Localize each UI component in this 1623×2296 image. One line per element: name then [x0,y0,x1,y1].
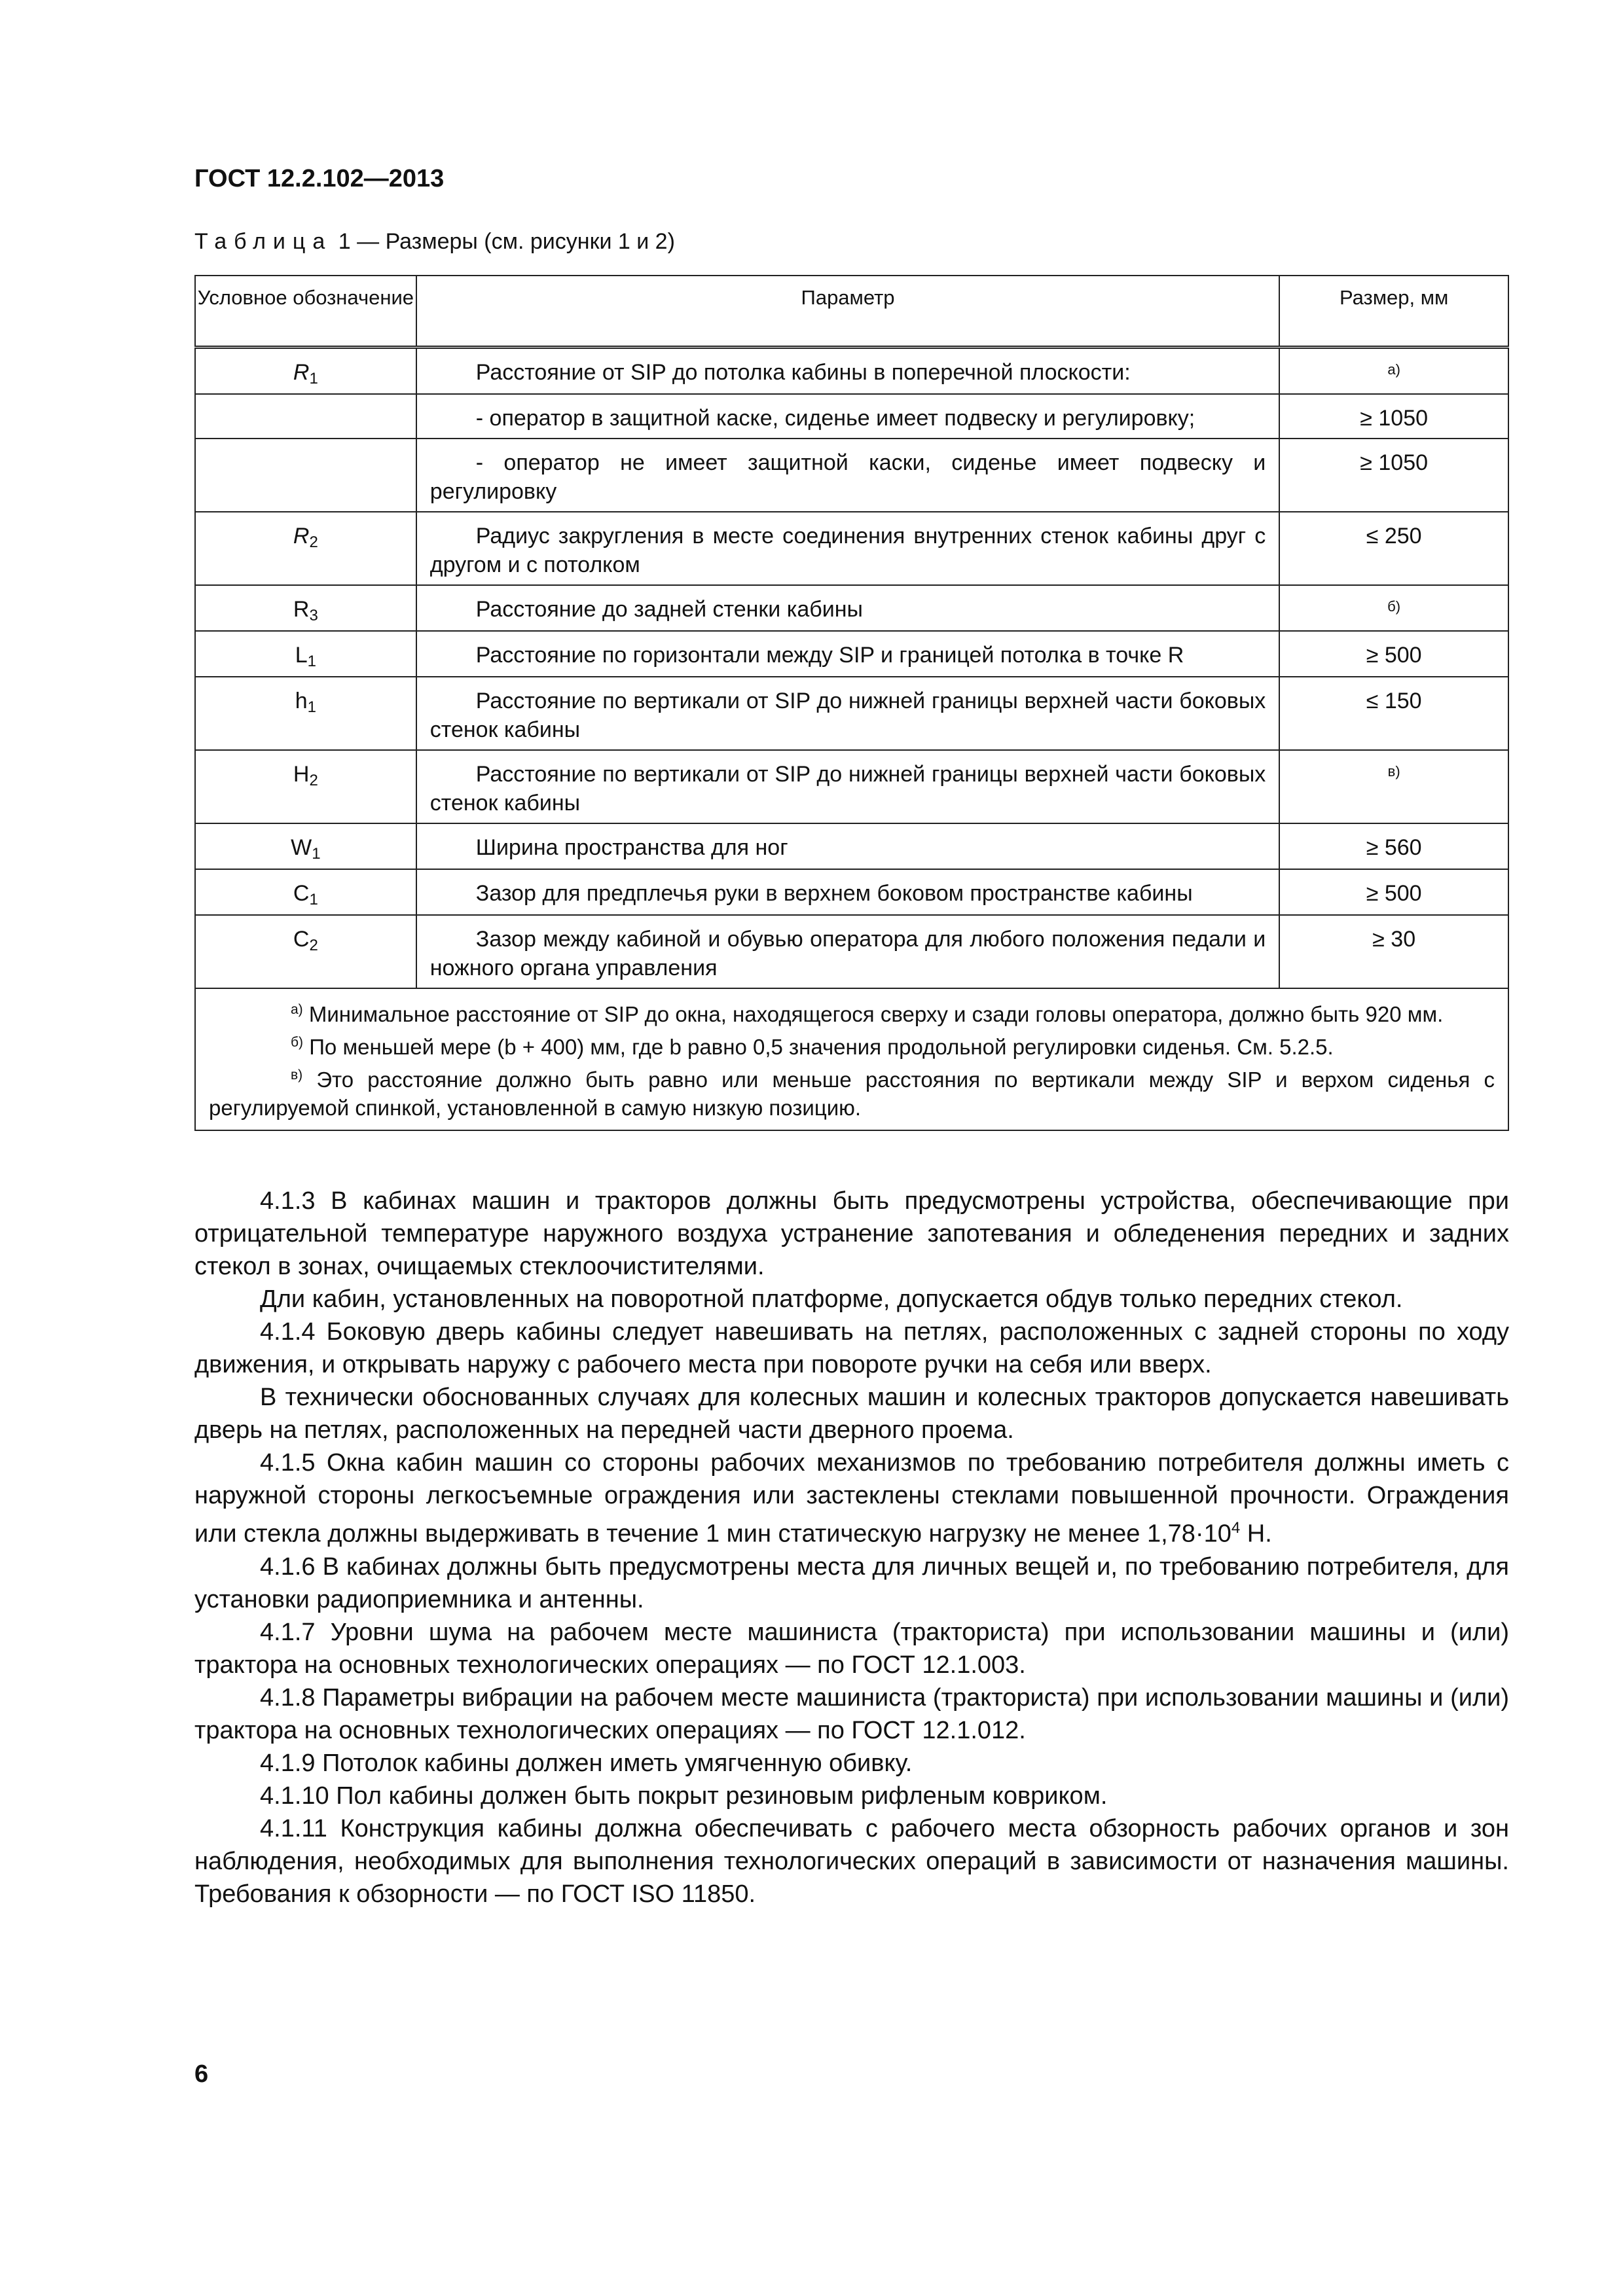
paragraph-4-1-4: 4.1.4 Боковую дверь кабины следует навешивать на петлях, расположенных с задней стороны по ходу движения, и открывать наружу с рабочего места при повороте ручки на себя или вверх. [194,1318,1509,1378]
body-text [194,1185,1509,1910]
cell-parameter: Зазор между кабиной и обувью оператора для любого положения педали и ножного органа управления [416,915,1280,988]
paragraph-4-1-4-note: В технически обоснованных случаях для колесных машин и колесных тракторов допускается навешивать дверь на петлях, расположенных на передней части дверного проема. [194,1384,1509,1444]
footnote-b: $^{б)}$ По меньшей мере (b + 400) мм, где b равно 0,5 значения продольной регулировки сиденья. См. 5.2.5. [291,1034,1334,1059]
cell-size: ≥ 560 [1279,823,1508,869]
cell-size: ≥ 500 [1279,631,1508,677]
cell-symbol: $h_1$ [195,677,416,750]
cell-symbol: $R_1$ [195,347,416,394]
table-row [195,394,1508,439]
paragraph-4-1-7: 4.1.7 Уровни шума на рабочем месте машиниста (тракториста) при использовании машины и (или) трактора на основных технологических операциях — по ГОСТ 12.1.003. [194,1618,1509,1679]
cell-parameter: Расстояние до задней стенки кабины [416,585,1280,631]
cell-parameter: Расстояние от SIP до потолка кабины в поперечной плоскости: [416,347,1280,394]
table-caption [194,229,675,255]
cell-parameter: - оператор не имеет защитной каски, сиденье имеет подвеску и регулировку [416,439,1280,512]
cell-size: ≥ 1050 [1279,394,1508,439]
cell-symbol: $L_1$ [195,631,416,677]
column-header-parameter: Параметр [416,276,1280,347]
table-footnotes [195,988,1508,1130]
table-caption-text: 1 — Размеры (см. рисунки 1 и 2) [338,229,675,254]
column-header-size: Размер, мм [1279,276,1508,347]
cell-size: б) [1279,585,1508,631]
cell-size: а) [1279,347,1508,394]
cell-parameter: Расстояние по вертикали от SIP до нижней границы верхней части боковых стенок кабины [416,677,1280,750]
table-row [195,869,1508,915]
cell-symbol: $W_1$ [195,823,416,869]
cell-size: ≥ 500 [1279,869,1508,915]
footnote-a: $^{а)}$ Минимальное расстояние от SIP до окна, находящегося сверху и сзади головы оператора, должно быть 920 мм. [291,1001,1444,1026]
column-header-symbol: Условное обозначение [195,276,416,347]
paragraph-4-1-9: 4.1.9 Потолок кабины должен иметь умягченную обивку. [260,1749,913,1777]
paragraph-4-1-10: 4.1.10 Пол кабины должен быть покрыт резиновым рифленым ковриком. [260,1782,1108,1810]
cell-parameter: - оператор в защитной каске, сиденье имеет подвеску и регулировку; [416,394,1280,439]
cell-symbol [195,394,416,439]
cell-symbol: $C_2$ [195,915,416,988]
table-row [195,512,1508,585]
paragraph-4-1-11: 4.1.11 Конструкция кабины должна обеспечивать с рабочего места обзорность рабочих органов и зон наблюдения, необходимых для выполнения технологических операций в зависимости от назначения машины. Требования к обзорности — по ГОСТ ISO 11850. [194,1814,1509,1908]
table-row [195,585,1508,631]
table-row [195,631,1508,677]
cell-symbol [195,439,416,512]
cell-parameter: Радиус закругления в месте соединения внутренних стенок кабины друг с другом и с потолком [416,512,1280,585]
paragraph-4-1-6: 4.1.6 В кабинах должны быть предусмотрены места для личных вещей и, по требованию потребителя, для установки радиоприемника и антенны. [194,1552,1509,1613]
table-row [195,347,1508,394]
cell-symbol: $R_2$ [195,512,416,585]
cell-parameter: Зазор для предплечья руки в верхнем боковом пространстве кабины [416,869,1280,915]
cell-symbol: $C_1$ [195,869,416,915]
footnotes-row [195,988,1508,1130]
cell-size: ≤ 150 [1279,677,1508,750]
page-number: 6 [194,2060,209,2088]
cell-symbol: $H_2$ [195,750,416,823]
cell-symbol: $R_3$ [195,585,416,631]
cell-size: ≥ 1050 [1279,439,1508,512]
table-row [195,750,1508,823]
table-header-row [195,276,1508,347]
paragraph-4-1-8: 4.1.8 Параметры вибрации на рабочем месте машиниста (тракториста) при использовании машины и (или) трактора на основных технологических операциях — по ГОСТ 12.1.012. [194,1683,1509,1744]
table-row [195,823,1508,869]
cell-size: ≥ 30 [1279,915,1508,988]
cell-parameter: Расстояние по горизонтали между SIP и границей потолка в точке R [416,631,1280,677]
table-row [195,677,1508,750]
document-code: ГОСТ 12.2.102—2013 [194,165,445,192]
table-row [195,915,1508,988]
cell-parameter: Ширина пространства для ног [416,823,1280,869]
paragraph-4-1-5: 4.1.5 Окна кабин машин со стороны рабочих механизмов по требованию потребителя должны иметь с наружной стороны легкосъемные ограждения или застеклены стеклами повышенной прочности. Ограждения или стекла должны выдерживать в течение 1 мин статическую нагрузку не менее $1,78\cdot 10^4$ Н. [194,1449,1509,1548]
cell-parameter: Расстояние по вертикали от SIP до нижней границы верхней части боковых стенок кабины [416,750,1280,823]
table-caption-word: Таблица [194,229,333,254]
footnote-c: $^{в)}$ Это расстояние должно быть равно или меньше расстояния по вертикали между SIP и верхом сиденья с регулируемой спинкой, установленной в самую низкую позицию. [209,1067,1495,1120]
dimensions-table [194,275,1509,1131]
table-row [195,439,1508,512]
paragraph-4-1-3-note: Дли кабин, установленных на поворотной платформе, допускается обдув только передних стекол. [260,1285,1403,1313]
cell-size: ≤ 250 [1279,512,1508,585]
paragraph-4-1-3: 4.1.3 В кабинах машин и тракторов должны быть предусмотрены устройства, обеспечивающие при отрицательной температуре наружного воздуха устранение запотевания и обледенения передних и задних стекол в зонах, очищаемых стеклоочистителями. [194,1187,1509,1280]
cell-size: в) [1279,750,1508,823]
